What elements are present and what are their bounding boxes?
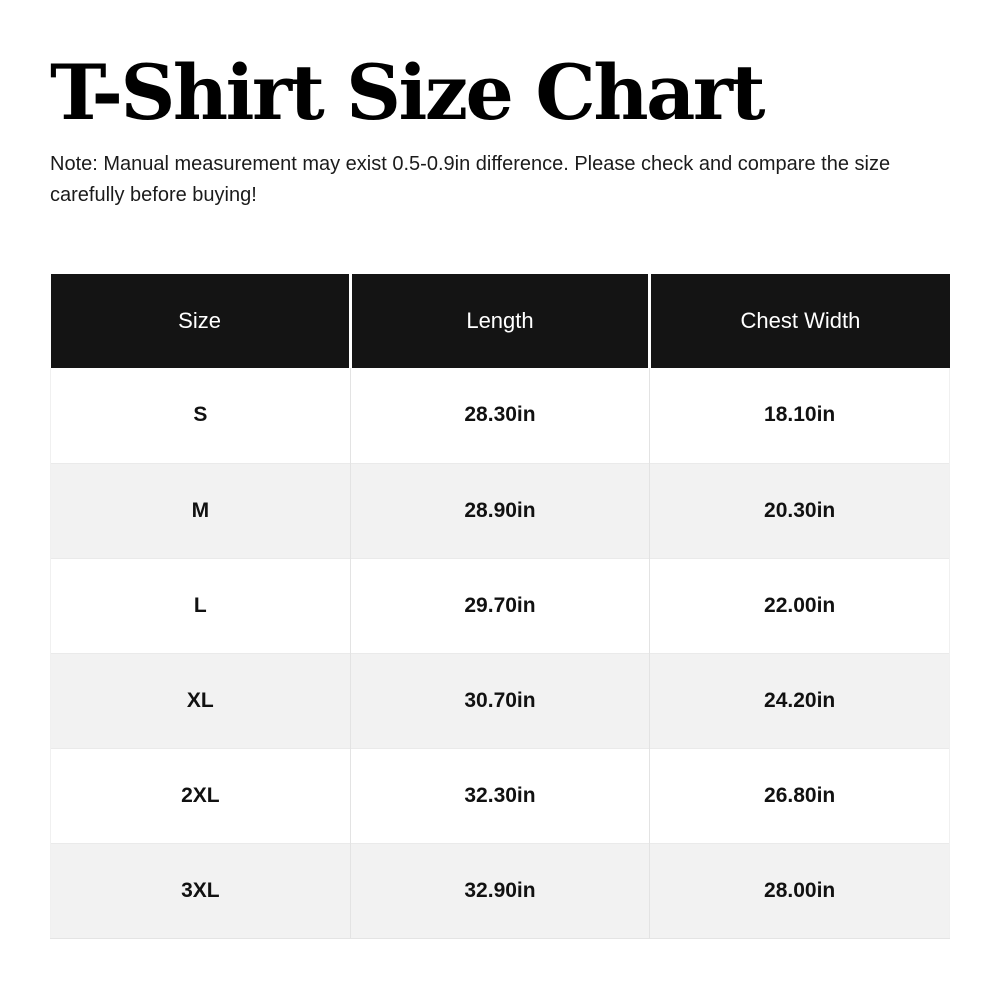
note-text: Note: Manual measurement may exist 0.5-0.9in difference. Please check and compare the size carefully before buying! (50, 153, 891, 207)
length-cell: 32.90in (350, 843, 650, 938)
length-cell: 28.90in (350, 463, 650, 558)
table-body (51, 368, 950, 938)
chest-width-cell: 28.00in (650, 843, 950, 938)
chest-width-cell: 26.80in (650, 748, 950, 843)
length-cell: 29.70in (350, 558, 650, 653)
chest-width-cell: 18.10in (650, 368, 950, 463)
table-row-xl (51, 653, 950, 748)
size-cell: S (51, 368, 351, 463)
table-header (51, 274, 950, 368)
table-row-s (51, 368, 950, 463)
length-cell: 30.70in (350, 653, 650, 748)
size-cell: M (51, 463, 351, 558)
size-chart-table (50, 274, 950, 939)
column-header-chest-width: Chest Width (650, 274, 950, 368)
size-cell: XL (51, 653, 351, 748)
length-cell: 28.30in (350, 368, 650, 463)
table-row-l (51, 558, 950, 653)
size-cell: 3XL (51, 843, 351, 938)
column-header-size: Size (51, 274, 351, 368)
chest-width-cell: 20.30in (650, 463, 950, 558)
length-cell: 32.30in (350, 748, 650, 843)
size-cell: 2XL (51, 748, 351, 843)
table-row-2xl (51, 748, 950, 843)
header-row (51, 274, 950, 368)
chest-width-cell: 22.00in (650, 558, 950, 653)
chest-width-cell: 24.20in (650, 653, 950, 748)
page-title: T-Shirt Size Chart (50, 48, 763, 137)
column-header-length: Length (350, 274, 650, 368)
size-cell: L (51, 558, 351, 653)
table-row-m (51, 463, 950, 558)
table-row-3xl (51, 843, 950, 938)
